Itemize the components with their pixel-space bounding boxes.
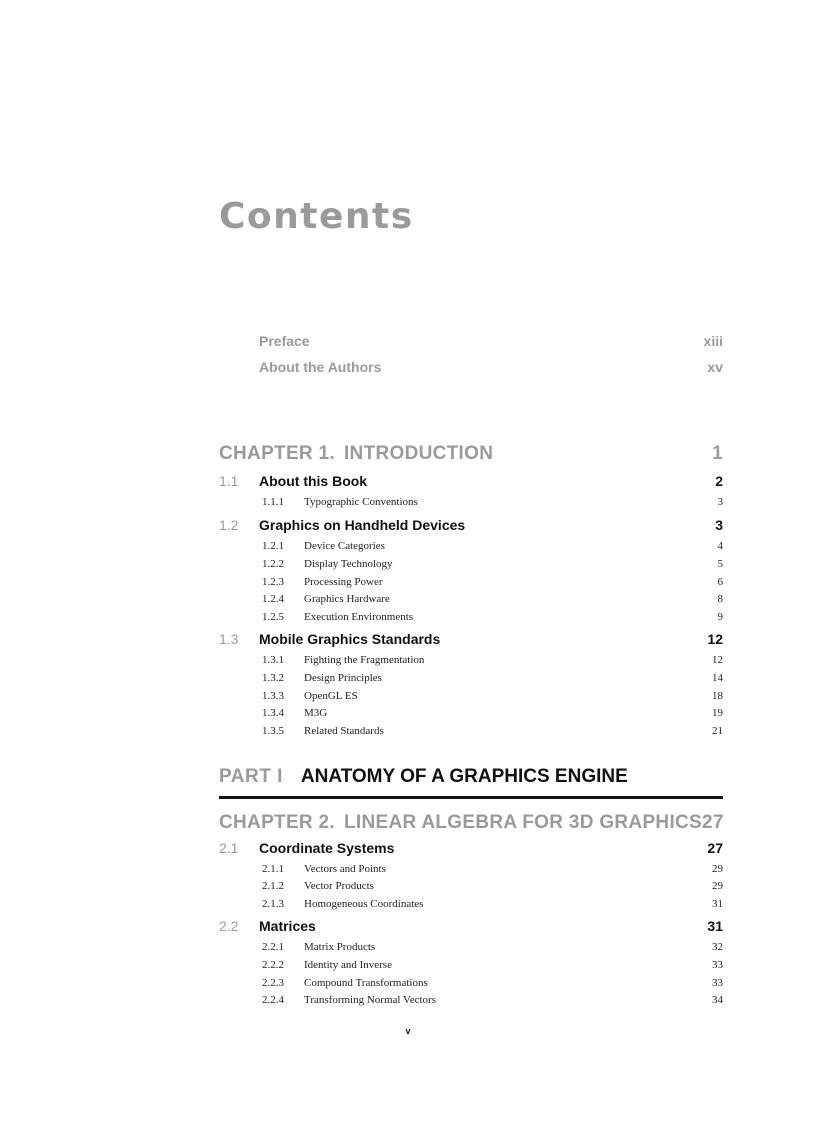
chapter-heading-1[interactable] bbox=[219, 443, 723, 463]
toc-page-number: 5 bbox=[717, 558, 723, 570]
toc-page-number: 19 bbox=[712, 707, 723, 719]
section-title: Graphics on Handheld Devices bbox=[259, 517, 466, 533]
subsection-title: Processing Power bbox=[304, 576, 383, 588]
toc-page-number: 29 bbox=[712, 880, 723, 892]
subsection-entry[interactable] bbox=[262, 707, 723, 723]
section-title: Matrices bbox=[259, 918, 316, 934]
toc-page-number: 32 bbox=[712, 941, 723, 953]
subsection-number: 1.1.1 bbox=[262, 496, 284, 508]
subsection-title: Matrix Products bbox=[304, 941, 376, 953]
toc-page-number: 27 bbox=[702, 812, 724, 833]
part-number: PART I bbox=[219, 766, 283, 787]
section-number: 1.3 bbox=[219, 631, 239, 647]
toc-page-number: 4 bbox=[717, 540, 723, 552]
subsection-title: Identity and Inverse bbox=[304, 959, 392, 971]
subsection-number: 1.2.2 bbox=[262, 558, 284, 570]
toc-entry-about-authors[interactable] bbox=[259, 359, 723, 379]
toc-entry-label: Preface bbox=[259, 333, 310, 349]
subsection-entry[interactable] bbox=[262, 654, 723, 670]
page-title: Contents bbox=[219, 196, 414, 237]
subsection-entry[interactable] bbox=[262, 558, 723, 574]
subsection-entry[interactable] bbox=[262, 496, 723, 512]
subsection-number: 2.2.1 bbox=[262, 941, 284, 953]
section-number: 2.2 bbox=[219, 918, 239, 934]
toc-page-number: 33 bbox=[712, 977, 723, 989]
subsection-entry[interactable] bbox=[262, 540, 723, 556]
subsection-entry[interactable] bbox=[262, 977, 723, 993]
subsection-title: Graphics Hardware bbox=[304, 593, 390, 605]
page-number-folio: v bbox=[405, 1026, 411, 1036]
subsection-number: 1.3.5 bbox=[262, 725, 284, 737]
subsection-title: Homogeneous Coordinates bbox=[304, 898, 424, 910]
subsection-number: 1.2.4 bbox=[262, 593, 284, 605]
section-number: 1.2 bbox=[219, 517, 239, 533]
section-entry[interactable] bbox=[219, 473, 723, 493]
subsection-entry[interactable] bbox=[262, 863, 723, 879]
toc-page-number: 21 bbox=[712, 725, 723, 737]
subsection-title: Vector Products bbox=[304, 880, 374, 892]
toc-page-number: 9 bbox=[717, 611, 723, 623]
subsection-title: Vectors and Points bbox=[304, 863, 386, 875]
toc-page-number: 14 bbox=[712, 672, 723, 684]
part-title: ANATOMY OF A GRAPHICS ENGINE bbox=[300, 766, 628, 787]
part-heading-1[interactable] bbox=[219, 766, 723, 799]
toc-page-number: 29 bbox=[712, 863, 723, 875]
subsection-title: Related Standards bbox=[304, 725, 384, 737]
subsection-number: 1.3.4 bbox=[262, 707, 284, 719]
subsection-number: 1.2.1 bbox=[262, 540, 284, 552]
toc-page-number: 12 bbox=[712, 654, 723, 666]
subsection-entry[interactable] bbox=[262, 672, 723, 688]
subsection-number: 1.2.3 bbox=[262, 576, 284, 588]
subsection-entry[interactable] bbox=[262, 725, 723, 741]
subsection-entry[interactable] bbox=[262, 941, 723, 957]
subsection-entry[interactable] bbox=[262, 593, 723, 609]
toc-page-number: 3 bbox=[717, 496, 723, 508]
section-title: About this Book bbox=[259, 473, 368, 489]
toc-page-number: 33 bbox=[712, 959, 723, 971]
section-entry[interactable] bbox=[219, 631, 723, 651]
subsection-title: Typographic Conventions bbox=[304, 496, 418, 508]
subsection-entry[interactable] bbox=[262, 690, 723, 706]
subsection-entry[interactable] bbox=[262, 994, 723, 1010]
section-number: 2.1 bbox=[219, 840, 239, 856]
chapter-number: CHAPTER 1. bbox=[219, 443, 335, 464]
toc-page-number: 34 bbox=[712, 994, 723, 1006]
toc-page-number: xv bbox=[707, 359, 723, 375]
toc-entry-preface[interactable] bbox=[259, 333, 723, 353]
subsection-number: 1.3.3 bbox=[262, 690, 284, 702]
toc-page-number: 8 bbox=[717, 593, 723, 605]
chapter-title: INTRODUCTION bbox=[343, 443, 494, 464]
subsection-title: M3G bbox=[304, 707, 328, 719]
subsection-title: OpenGL ES bbox=[304, 690, 358, 702]
section-number: 1.1 bbox=[219, 473, 239, 489]
toc-page-number: 3 bbox=[715, 517, 723, 533]
section-title: Coordinate Systems bbox=[259, 840, 395, 856]
subsection-title: Design Principles bbox=[304, 672, 382, 684]
section-entry[interactable] bbox=[219, 840, 723, 860]
subsection-entry[interactable] bbox=[262, 898, 723, 914]
subsection-entry[interactable] bbox=[262, 576, 723, 592]
subsection-title: Transforming Normal Vectors bbox=[304, 994, 436, 1006]
section-entry[interactable] bbox=[219, 517, 723, 537]
subsection-entry[interactable] bbox=[262, 959, 723, 975]
subsection-title: Execution Environments bbox=[304, 611, 414, 623]
subsection-title: Device Categories bbox=[304, 540, 385, 552]
toc-page-number: 12 bbox=[707, 631, 723, 647]
subsection-entry[interactable] bbox=[262, 880, 723, 896]
subsection-title: Fighting the Fragmentation bbox=[304, 654, 425, 666]
subsection-number: 2.1.1 bbox=[262, 863, 284, 875]
subsection-title: Display Technology bbox=[304, 558, 393, 570]
toc-page-number: 6 bbox=[717, 576, 723, 588]
subsection-number: 1.3.2 bbox=[262, 672, 284, 684]
subsection-number: 2.2.4 bbox=[262, 994, 284, 1006]
toc-page-number: 31 bbox=[707, 918, 723, 934]
toc-entry-label: About the Authors bbox=[259, 359, 382, 375]
subsection-title: Compound Transformations bbox=[304, 977, 428, 989]
subsection-number: 2.1.2 bbox=[262, 880, 284, 892]
subsection-entry[interactable] bbox=[262, 611, 723, 627]
section-entry[interactable] bbox=[219, 918, 723, 938]
subsection-number: 2.2.2 bbox=[262, 959, 284, 971]
subsection-number: 1.3.1 bbox=[262, 654, 284, 666]
toc-page-number: 1 bbox=[712, 443, 723, 464]
section-title: Mobile Graphics Standards bbox=[259, 631, 441, 647]
toc-page-number: 2 bbox=[715, 473, 723, 489]
subsection-number: 2.1.3 bbox=[262, 898, 284, 910]
toc-page-number: 27 bbox=[707, 840, 723, 856]
chapter-heading-2[interactable] bbox=[219, 812, 723, 832]
subsection-number: 2.2.3 bbox=[262, 977, 284, 989]
toc-page-number: 18 bbox=[712, 690, 723, 702]
toc-page-number: 31 bbox=[712, 898, 723, 910]
toc-page-number: xiii bbox=[703, 333, 723, 349]
chapter-title: LINEAR ALGEBRA FOR 3D GRAPHICS bbox=[343, 812, 703, 833]
chapter-number: CHAPTER 2. bbox=[219, 812, 335, 833]
subsection-number: 1.2.5 bbox=[262, 611, 284, 623]
